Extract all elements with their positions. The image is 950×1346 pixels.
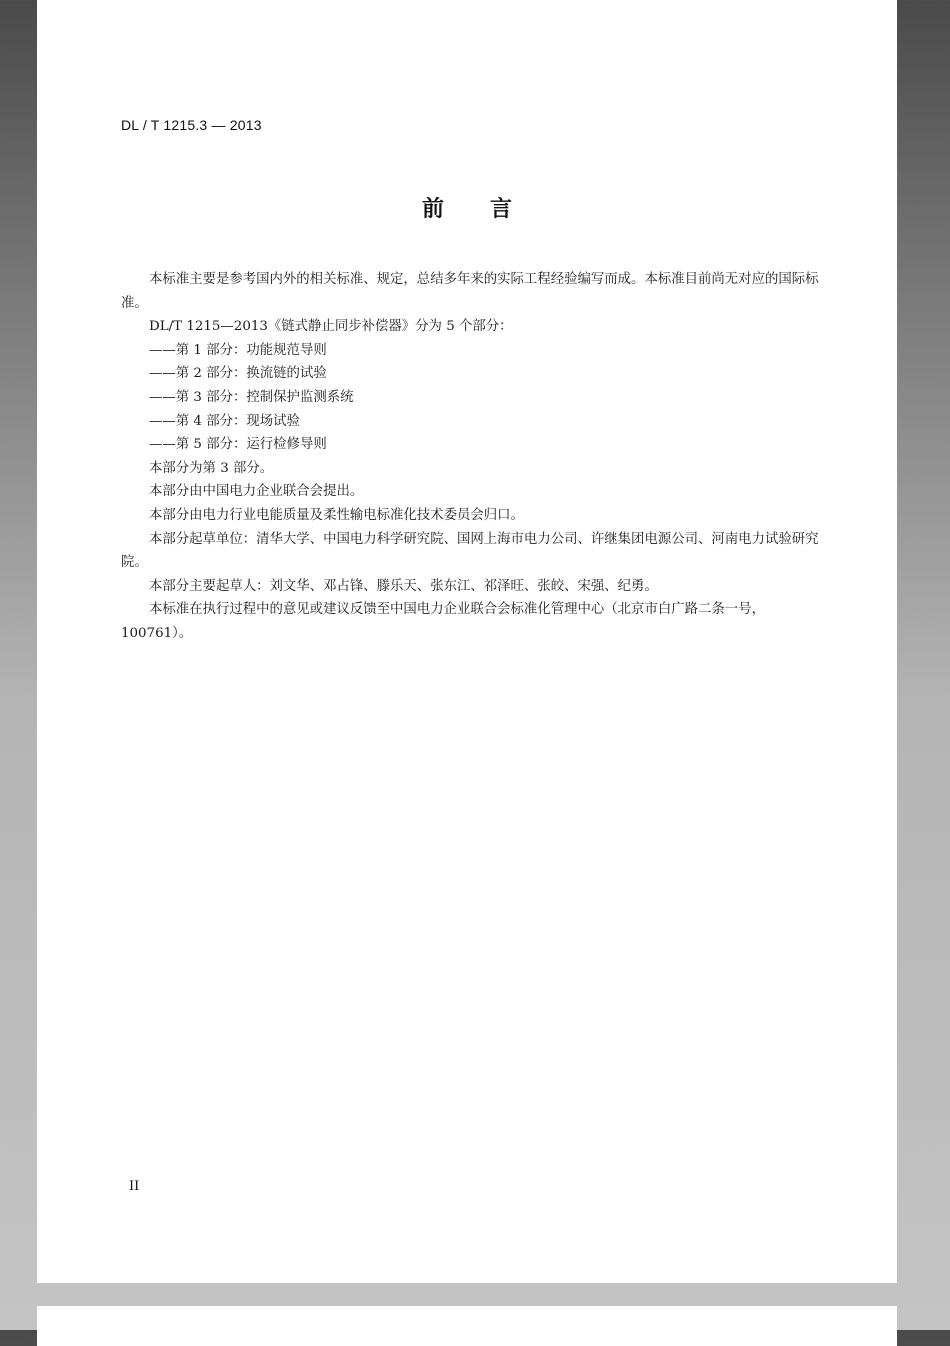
list-item-part-5: ——第 5 部分：运行检修导则 — [149, 437, 327, 453]
standard-code-header: DL / T 1215.3 — 2013 — [121, 117, 262, 133]
list-item-part-4: ——第 4 部分：现场试验 — [149, 413, 300, 429]
document-body — [121, 268, 831, 646]
list-item-part-1: ——第 1 部分：功能规范导则 — [149, 342, 327, 358]
list-item-part-2: ——第 2 部分：换流链的试验 — [149, 366, 327, 382]
paragraph-this-part: 本部分为第 3 部分。 — [149, 460, 274, 476]
document-page — [37, 0, 897, 1283]
list-item-part-3: ——第 3 部分：控制保护监测系统 — [149, 389, 354, 405]
paragraph-drafters: 本部分主要起草人：刘文华、邓占锋、滕乐天、张东江、祁泽旺、张皎、宋强、纪勇。 — [149, 578, 658, 594]
paragraph-feedback: 本标准在执行过程中的意见或建议反馈至中国电力企业联合会标准化管理中心（北京市白广路二条一号，100761）。 — [121, 602, 765, 641]
paragraph-managed-by: 本部分由电力行业电能质量及柔性输电标准化技术委员会归口。 — [149, 507, 524, 523]
next-page-edge — [37, 1306, 897, 1346]
page-title: 前言 — [421, 197, 558, 222]
paragraph-proposed-by: 本部分由中国电力企业联合会提出。 — [149, 484, 364, 500]
paragraph-parts-intro: DL/T 1215—2013《链式静止同步补偿器》分为 5 个部分： — [149, 319, 513, 335]
page-number: II — [129, 1179, 140, 1194]
paragraph-drafting-units: 本部分起草单位：清华大学、中国电力科学研究院、国网上海市电力公司、许继集团电源公司、河南电力试验研究院。 — [121, 531, 819, 571]
paragraph-intro: 本标准主要是参考国内外的相关标准、规定，总结多年来的实际工程经验编写而成。本标准目前尚无对应的国际标准。 — [121, 272, 819, 311]
